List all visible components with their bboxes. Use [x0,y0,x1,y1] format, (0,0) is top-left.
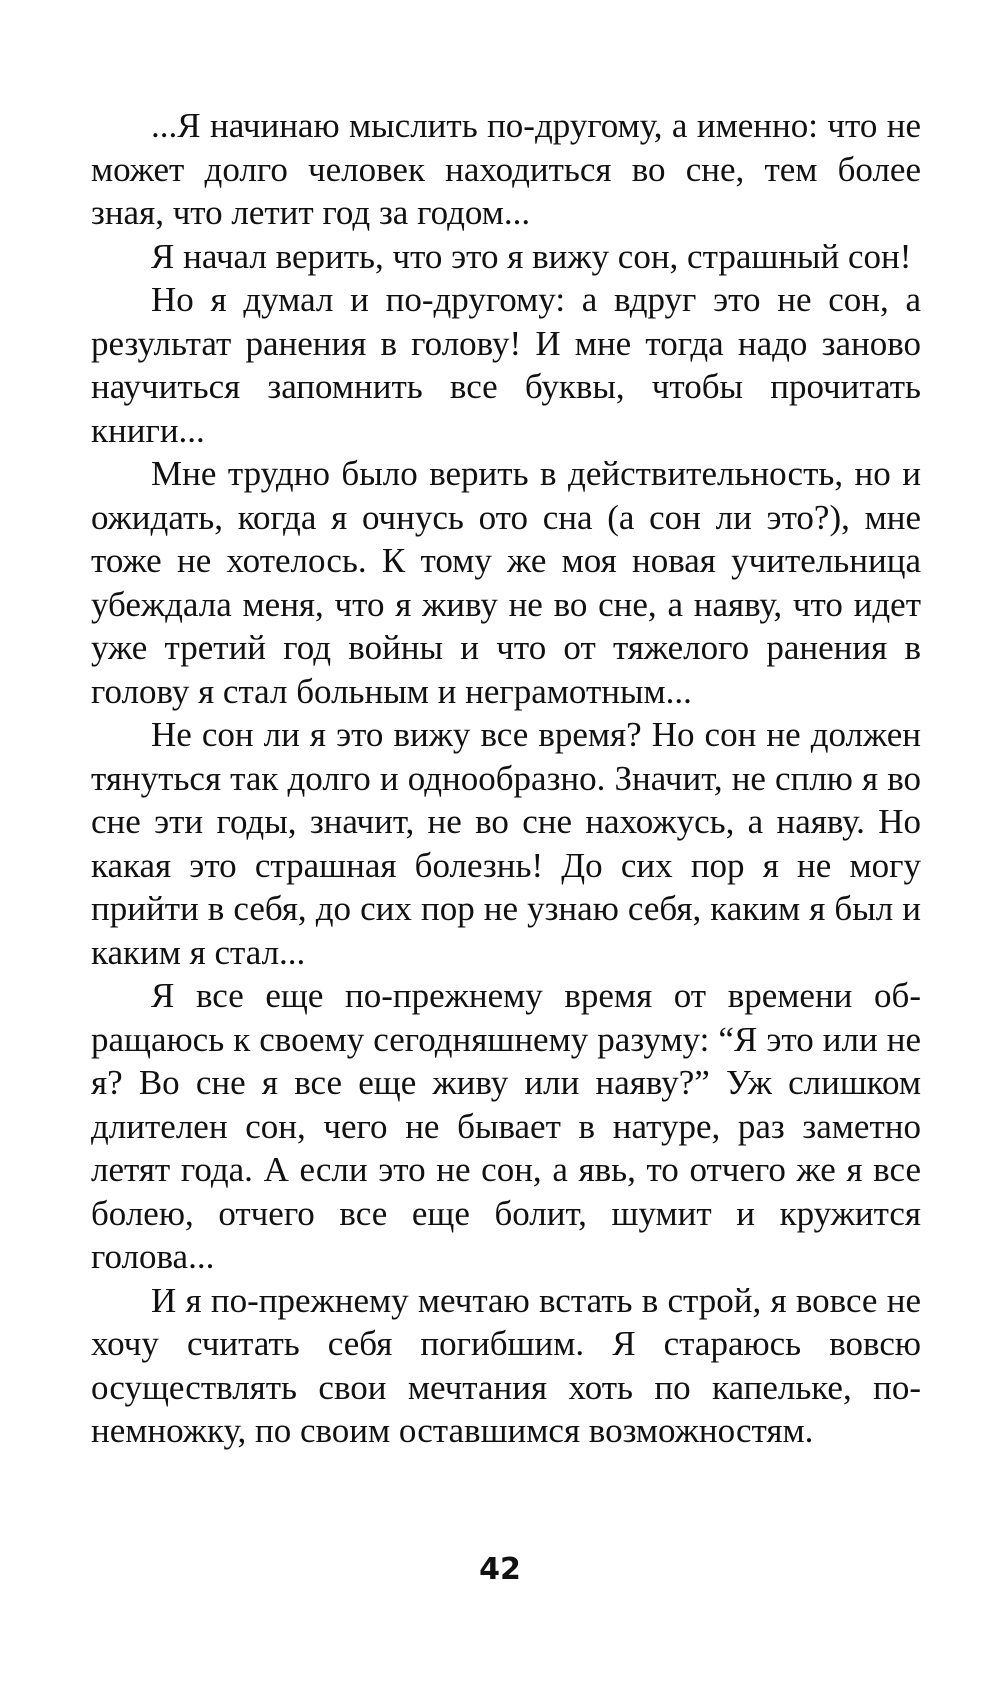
paragraph-2: Я начал верить, что это я вижу сон, страшный сон! [151,236,912,276]
paragraph-3: Но я думал и по-другому: а вдруг это не сон, а результат ранения в голову! И мне тогда надо заново научиться запомнить все буквы, чтобы прочитать книги... [91,280,921,450]
paragraph-6: Я все еще по-прежнему время от времени обращаюсь к своему сегодняшнему разуму: “Я это или не я? Во сне я все еще живу или наяву?” Уж слишком длителен сон, чего не бывает в натуре, раз заметно летят года. А если это не сон, а явь, то отчего же я все болею, отчего все еще болит, шумит и кружится голова... [91,976,921,1276]
page-number: 42 [479,1552,521,1587]
paragraph-4: Мне трудно было верить в действительность, но и ожидать, когда я очнусь ото сна (а сон ли это?), мне тоже не хотелось. К тому же моя новая учительница убеждала меня, что я живу не во сне, а наяву, что идет уже третий год войны и что от тяжелого ранения в голову я стал больным и неграмотным... [91,454,921,711]
body-text [91,104,921,1453]
paragraph-1: ...Я начинаю мыслить по-другому, а именно: что не может долго человек находиться во сне, тем более зная, что летит год за годом... [91,106,921,232]
paragraph-5: Не сон ли я это вижу все время? Но сон не должен тянуться так долго и однообразно. Значит, не сплю я во сне эти годы, значит, не во сне нахожусь, а наяву. Но какая это страшная болезнь! До сих пор я не могу прийти в себя, до сих пор не узнаю себя, каким я был и каким я стал... [91,715,921,972]
paragraph-7: И я по-прежнему мечтаю встать в строй, я вовсе не хочу считать себя погибшим. Я стараюсь вовсю осуществлять свои мечтания хоть по капельке, понемножку, по своим оставшимся возможностям. [91,1280,921,1450]
